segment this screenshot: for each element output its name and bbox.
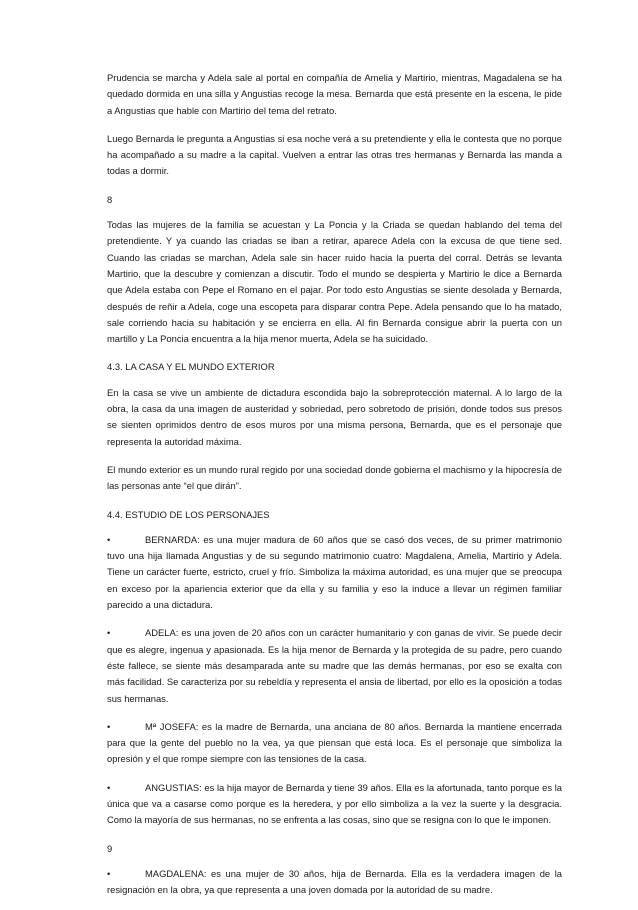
bullet-icon: •: [107, 781, 111, 793]
list-item-bernarda: [107, 532, 562, 613]
bullet-icon: •: [107, 720, 111, 732]
bullet-icon: •: [107, 533, 111, 545]
bullet-icon: •: [107, 867, 111, 879]
list-item-text: BERNARDA: es una mujer madura de 60 años que se casó dos veces, de su primer matrimonio tuvo una hija llamada Angustias y de su segundo matrimonio cuatro: Magdalena, Amelia, Martirio y Adela. Tiene un carácter fuerte, estricto, cruel y frío. Simboliza la máxima autoridad, es una mujer que se preocupa en exceso por la apariencia exterior que da ella y su familia y eso la induce a llevar un régimen familiar parecido a una dictadura.: [107, 533, 562, 611]
section-heading-casa-mundo: 4.3. LA CASA Y EL MUNDO EXTERIOR: [107, 361, 275, 373]
document-page: [107, 70, 562, 910]
page-number-9: 9: [107, 842, 113, 854]
paragraph-prudencia: Prudencia se marcha y Adela sale al portal en compañía de Amelia y Martirio, mientras, Magadalena se ha quedado dormida en una silla y Angustias recoge la mesa. Bernarda que está presente en la escena, le pide a Angustias que hable con Martirio del tema del retrato.: [107, 72, 562, 116]
list-item-angustias: [107, 780, 562, 829]
paragraph-mujeres-acuestan: Todas las mujeres de la familia se acuestan y La Poncia y la Criada se quedan hablando del tema del pretendiente. Y ya cuando las criadas se iban a retirar, aparece Adela con la excusa de que tiene sed. Cuando las criadas se marchan, Adela sale sin hacer ruido hacia la puerta del corral. Detrás se levanta Martirio, que la descubre y comienzan a discutir. Todo el mundo se despierta y Martirio le dice a Bernarda que Adela estaba con Pepe el Romano en el pajar. Por todo esto Angustias se siente desolada y Bernarda, después de reñir a Adela, coge una escopeta para disparar contra Pepe. Adela pensando que lo ha matado, sale corriendo hacia su habitación y se encierra en ella. Al fin Bernarda consigue abrir la puerta con un martillo y La Poncia encuentra a la hija menor muerta, Adela se ha suicidado.: [107, 219, 562, 345]
bullet-icon: •: [107, 627, 111, 639]
page-number-8: 8: [107, 193, 113, 205]
list-item-text: ADELA: es una joven de 20 años con un carácter humanitario y con ganas de vivir. Se puede decir que es alegre, ingenua y apasionada. Es la hija menor de Bernarda y la protegida de su padre, pero cuando éste fallece, se siente más desamparada ante su madre que las demás hermanas, por eso se exalta con más facilidad. Se caracteriza por su rebeldía y representa el ansia de libertad, por ello es la oposición a todas sus hermanas.: [107, 627, 562, 704]
list-item-text: ANGUSTIAS: es la hija mayor de Bernarda y tiene 39 años. Ella es la afortunada, tanto porque es la única que va a casarse como porque es la heredera, y por ello simboliza a la vez la suerte y la desgracia. Como la mayoría de sus hermanas, no se enfrenta a las cosas, sino que se resigna con lo que le imponen.: [107, 781, 562, 826]
list-item-adela: [107, 625, 562, 706]
list-item-text: Mª JOSEFA: es la madre de Bernarda, una anciana de 80 años. Bernarda la mantiene encerrada para que la gente del pueblo no la vea, ya que piensan que está loca. Es el personaje que simboliza la opresión y el que rompe siempre con las tensiones de la casa.: [107, 720, 562, 765]
paragraph-casa: En la casa se vive un ambiente de dictadura escondida bajo la sobreprotección maternal. A lo largo de la obra, la casa da una imagen de austeridad y sobriedad, pero sobretodo de prisión, donde todos sus presos se sienten oprimidos dentro de esos muros por una misma persona, Bernarda, que es el personaje que representa la autoridad máxima.: [107, 386, 562, 447]
list-item-text: MAGDALENA: es una mujer de 30 años, hija de Bernarda. Ella es la verdadera imagen de la resignación en la obra, ya que representa a una joven domada por la autoridad de su madre.: [107, 867, 562, 896]
list-item-maria-josefa: [107, 719, 562, 768]
paragraph-bernarda-pregunta: Luego Bernarda le pregunta a Angustias si esa noche verá a su pretendiente y ella le contesta que no porque ha acompañado a su madre a la capital. Vuelven a entrar las otras tres hermanas y Bernarda las manda a todas a dormir.: [107, 132, 562, 177]
paragraph-mundo-exterior: El mundo exterior es un mundo rural regido por una sociedad donde gobierna el machismo y la hipocresía de las personas ante “el que dirán”.: [107, 463, 562, 492]
list-item-magdalena: [107, 866, 562, 899]
section-heading-personajes: 4.4. ESTUDIO DE LOS PERSONAJES: [107, 508, 270, 520]
